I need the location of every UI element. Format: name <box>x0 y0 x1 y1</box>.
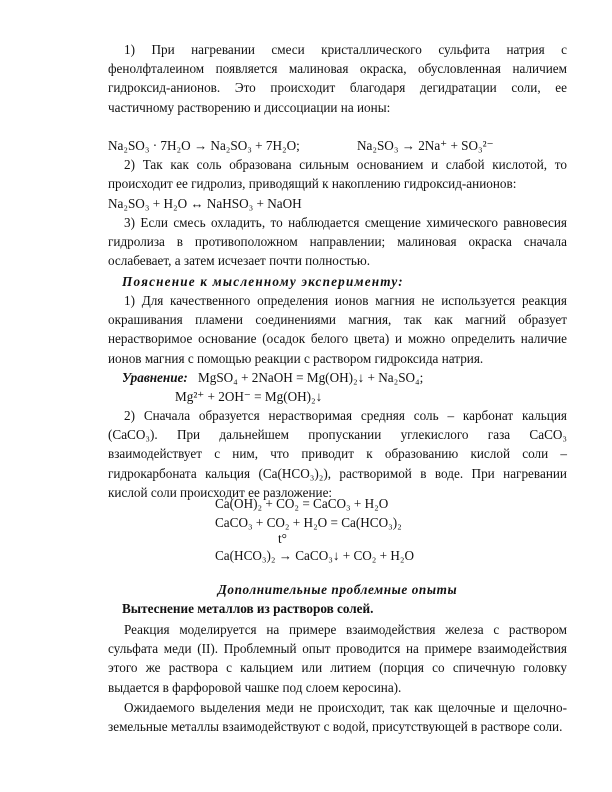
equation-calcium-2: CaCO₃ + CO₂ + H₂O = Ca(HCO₃)₂ <box>215 515 402 530</box>
subheading-metal-displacement: Вытеснение металлов из растворов солей. <box>122 601 374 616</box>
equation-dissociation: Na₂SO₃ → 2Na⁺ + SO₃²⁻ <box>357 138 494 153</box>
equation-dehydration: Na₂SO₃ · 7H₂O → Na₂SO₃ + 7H₂O; <box>108 138 300 153</box>
paragraph-7: Ожидаемого выделения меди не происходит, так как щелочные и щелочно-земельные металлы взаимодействуют с водой, присутствующей в растворе соли. <box>108 700 567 735</box>
equation-hydrolysis: Na₂SO₃ + H₂O ↔ NaHSO₃ + NaOH <box>108 196 302 211</box>
paragraph-3: 3) Если смесь охладить, то наблюдается смещение химического равновесия гидролиза в противоположном направлении; малиновая окраска сначала ослабевает, а затем исчезает почти полностью. <box>108 215 567 269</box>
heading-additional-experiments: Дополнительные проблемные опыты <box>217 582 458 597</box>
heading-thought-experiment: Пояснение к мысленному эксперименту: <box>122 274 404 289</box>
heating-symbol: t° <box>278 531 287 546</box>
equation-calcium-decomposition: Ca(HCO₃)₂ → CaCO₃↓ + CO₂ + H₂O <box>215 548 415 563</box>
paragraph-4: 1) Для качественного определения ионов магния не используется реакция окрашивания пламени соединениями магния, так как магний образует нерастворимое основание (осадок белого цвета) и можно определить наличие ионов магния с помощью реакции с раствором гидроксида натрия. <box>108 293 567 366</box>
equation-magnesium-molecular: MgSO₄ + 2NaOH = Mg(OH)₂↓ + Na₂SO₄; <box>198 370 424 385</box>
equation-calcium-1: Ca(OH)₂ + CO₂ = CaCO₃ + H₂O <box>215 496 389 511</box>
equation-magnesium-ionic: Mg²⁺ + 2OH⁻ = Mg(OH)₂↓ <box>175 389 323 404</box>
paragraph-5: 2) Сначала образуется нерастворимая средняя соль – карбонат кальция (CaCO₃). При дальнейшем пропускании углекислого газа CaCO₃ взаимодействует с ним, что приводит к образованию кислой соли – гидрокарбоната кальция (Ca(HCO₃)₂), растворимой в воде. При нагревании кислой соли происходит ее разложение: <box>108 408 567 500</box>
paragraph-1: 1) При нагревании смеси кристаллического сульфита натрия с фенолфталеином появляется малиновая окраска, обусловленная наличием гидроксид-анионов. Это происходит благодаря дегидратации соли, ее частичному растворению и диссоциации на ионы: <box>108 42 567 115</box>
paragraph-6: Реакция моделируется на примере взаимодействия железа с раствором сульфата меди (II). Проблемный опыт проводится на примере взаимодействия этого же раствора с кальцием или литием (порция со спичечную головку выдается в фарфоровой чашке под слоем керосина). <box>108 622 567 695</box>
paragraph-2: 2) Так как соль образована сильным основанием и слабой кислотой, то происходит ее гидролиз, приводящий к накоплению гидроксид-анионов: <box>108 157 567 192</box>
equation-label: Уравнение: <box>122 370 188 385</box>
